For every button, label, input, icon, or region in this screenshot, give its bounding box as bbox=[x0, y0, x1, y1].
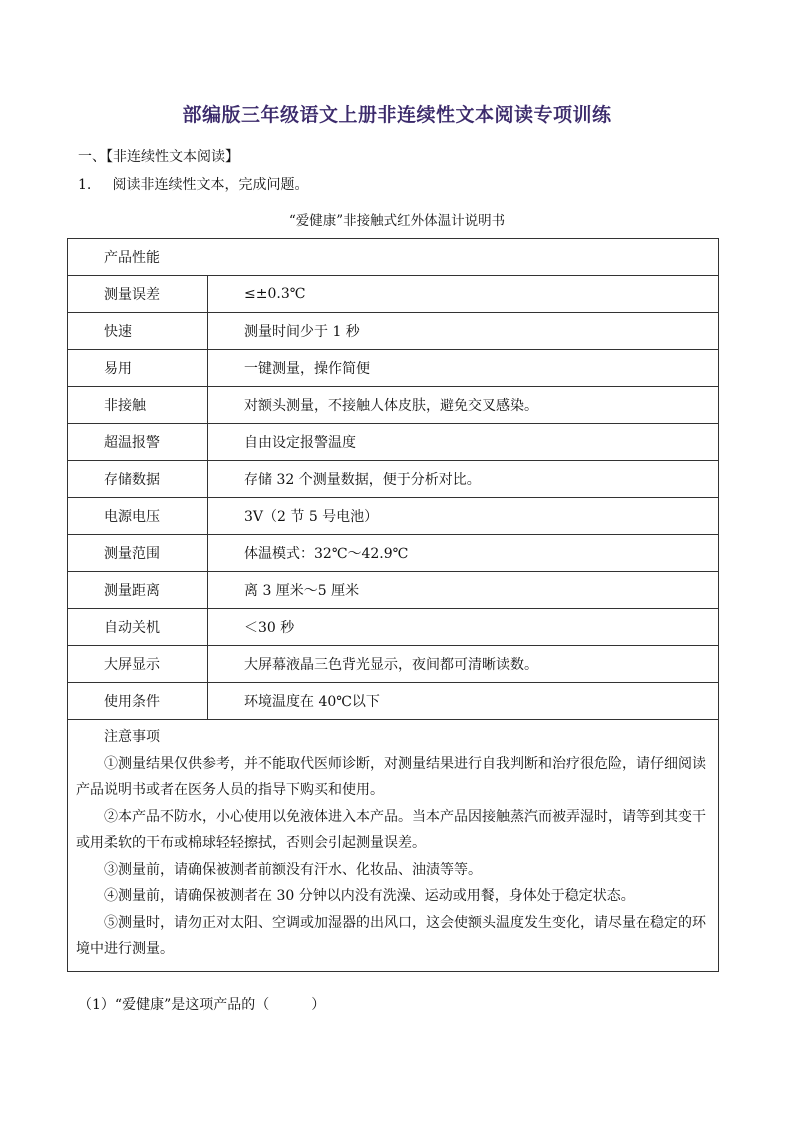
table-row bbox=[68, 683, 719, 720]
row-value: 大屏幕液晶三色背光显示，夜间都可清晰读数。 bbox=[208, 646, 719, 683]
row-label: 自动关机 bbox=[68, 609, 208, 646]
question-number: 1. bbox=[78, 177, 92, 193]
notes-title: 注意事项 bbox=[104, 729, 160, 745]
note-item: ③测量前，请确保被测者前额没有汗水、化妆品、油渍等等。 bbox=[104, 861, 482, 878]
row-label: 快速 bbox=[68, 313, 208, 350]
row-label: 使用条件 bbox=[68, 683, 208, 720]
table-header: 产品性能 bbox=[68, 239, 719, 276]
row-value: 自由设定报警温度 bbox=[208, 424, 719, 461]
row-value: 测量时间少于 1 秒 bbox=[208, 313, 719, 350]
page-title: 部编版三年级语文上册非连续性文本阅读专项训练 bbox=[182, 104, 612, 126]
question-text: 阅读非连续性文本，完成问题。 bbox=[112, 177, 309, 193]
row-value: 存储 32 个测量数据，便于分析对比。 bbox=[208, 461, 719, 498]
table-header-row bbox=[68, 239, 719, 276]
row-label: 大屏显示 bbox=[68, 646, 208, 683]
note-item: ①测量结果仅供参考，并不能取代医师诊断，对测量结果进行自我判断和治疗很危险，请仔细阅读产品说明书或者在医务人员的指导下购买和使用。 bbox=[76, 755, 706, 798]
row-value: 体温模式：32℃～42.9℃ bbox=[208, 535, 719, 572]
row-label: 超温报警 bbox=[68, 424, 208, 461]
row-value: 环境温度在 40℃以下 bbox=[208, 683, 719, 720]
row-value: 离 3 厘米～5 厘米 bbox=[208, 572, 719, 609]
table-row bbox=[68, 276, 719, 313]
notes-cell bbox=[68, 720, 719, 972]
row-label: 测量距离 bbox=[68, 572, 208, 609]
row-label: 易用 bbox=[68, 350, 208, 387]
row-label: 测量范围 bbox=[68, 535, 208, 572]
table-row bbox=[68, 609, 719, 646]
row-value: 3V（2 节 5 号电池） bbox=[208, 498, 719, 535]
question-1 bbox=[78, 174, 308, 194]
document-title: “爱健康”非接触式红外体温计说明书 bbox=[288, 213, 506, 229]
table-row bbox=[68, 350, 719, 387]
note-item: ⑤测量时，请勿正对太阳、空调或加湿器的出风口，这会使额头温度发生变化，请尽量在稳定的环境中进行测量。 bbox=[76, 914, 706, 957]
row-label: 非接触 bbox=[68, 387, 208, 424]
note-item: ②本产品不防水，小心使用以免液体进入本产品。当本产品因接触蒸汽而被弄湿时，请等到其变干或用柔软的干布或棉球轻轻擦拭，否则会引起测量误差。 bbox=[76, 808, 706, 851]
table-row bbox=[68, 387, 719, 424]
row-label: 存储数据 bbox=[68, 461, 208, 498]
row-value: ≤±0.3℃ bbox=[208, 276, 719, 313]
table-row bbox=[68, 461, 719, 498]
row-value: 一键测量，操作简便 bbox=[208, 350, 719, 387]
row-value: ＜30 秒 bbox=[208, 609, 719, 646]
spec-table bbox=[67, 238, 719, 972]
table-row bbox=[68, 572, 719, 609]
sub-question-1: （1）“爱健康”是这项产品的（ ） bbox=[78, 997, 326, 1013]
table-row bbox=[68, 498, 719, 535]
notes-row bbox=[68, 720, 719, 972]
row-label: 测量误差 bbox=[68, 276, 208, 313]
table-row bbox=[68, 646, 719, 683]
table-row bbox=[68, 535, 719, 572]
table-row bbox=[68, 424, 719, 461]
row-value: 对额头测量，不接触人体皮肤，避免交叉感染。 bbox=[208, 387, 719, 424]
section-heading: 一、【非连续性文本阅读】 bbox=[78, 149, 239, 165]
table-row bbox=[68, 313, 719, 350]
row-label: 电源电压 bbox=[68, 498, 208, 535]
note-item: ④测量前，请确保被测者在 30 分钟以内没有洗澡、运动或用餐，身体处于稳定状态。 bbox=[104, 888, 635, 904]
